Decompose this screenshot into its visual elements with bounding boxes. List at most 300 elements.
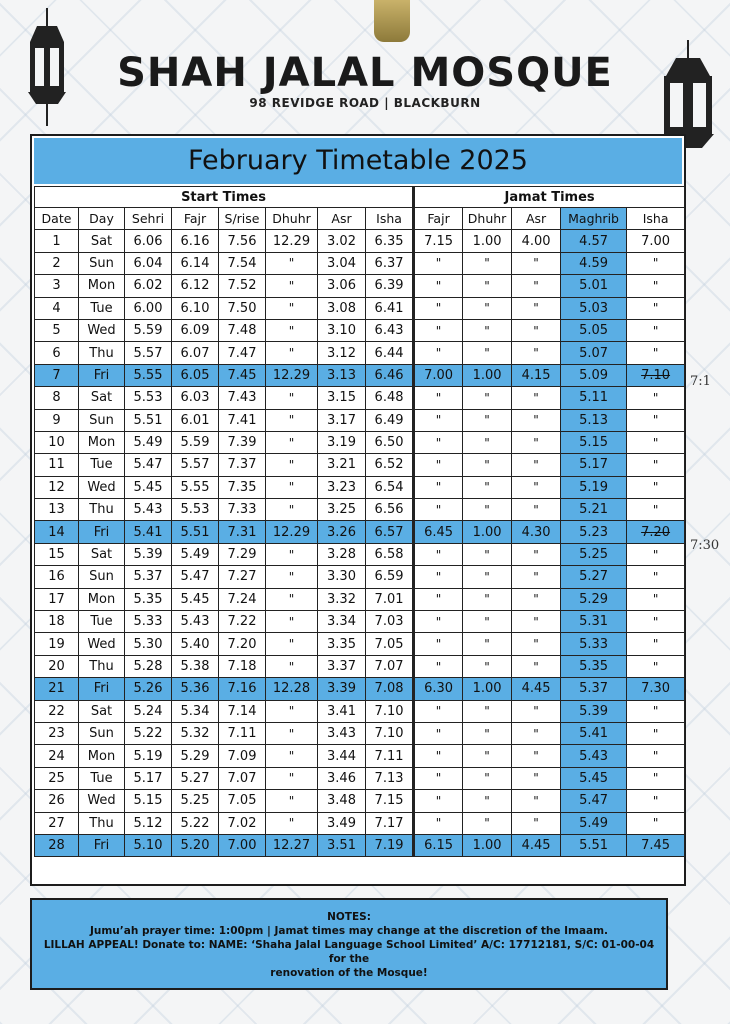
column-header: Asr xyxy=(512,208,561,230)
table-cell: Wed xyxy=(79,476,125,498)
table-cell: " xyxy=(627,543,685,565)
table-cell: 12.29 xyxy=(266,521,318,543)
table-cell: 6.09 xyxy=(172,319,219,341)
table-cell: 28 xyxy=(35,834,79,856)
table-cell: Thu xyxy=(79,499,125,521)
table-cell: 5.39 xyxy=(125,543,172,565)
table-row xyxy=(35,790,685,812)
table-cell: " xyxy=(627,611,685,633)
table-row xyxy=(35,834,685,856)
table-cell: 4.57 xyxy=(561,230,627,252)
column-header: Maghrib xyxy=(561,208,627,230)
notes-line: Jumu’ah prayer time: 1:00pm | Jamat times may change at the discretion of the Imaam. xyxy=(89,925,609,937)
table-cell: " xyxy=(512,745,561,767)
table-cell: 5.27 xyxy=(172,767,219,789)
table-cell: 6.54 xyxy=(366,476,414,498)
table-cell: " xyxy=(463,790,512,812)
table-cell: " xyxy=(266,543,318,565)
table-cell: " xyxy=(512,342,561,364)
table-cell: 22 xyxy=(35,700,79,722)
table-cell: 7.07 xyxy=(219,767,266,789)
table-cell: 7.11 xyxy=(219,722,266,744)
table-cell: " xyxy=(627,319,685,341)
table-cell: 3.12 xyxy=(318,342,366,364)
start-times-header: Start Times xyxy=(35,187,414,208)
table-cell: 3.32 xyxy=(318,588,366,610)
table-cell: 6.12 xyxy=(172,275,219,297)
table-cell: Tue xyxy=(79,767,125,789)
table-cell: 5.29 xyxy=(561,588,627,610)
table-cell: " xyxy=(627,722,685,744)
table-row xyxy=(35,633,685,655)
table-cell: 5.45 xyxy=(172,588,219,610)
table-cell: 6.56 xyxy=(366,499,414,521)
table-cell: 7.10 xyxy=(627,364,685,386)
table-row xyxy=(35,678,685,700)
table-row xyxy=(35,499,685,521)
table-cell: 3.46 xyxy=(318,767,366,789)
table-cell: 5.34 xyxy=(172,700,219,722)
table-cell: " xyxy=(414,319,463,341)
table-cell: " xyxy=(414,431,463,453)
table-cell: " xyxy=(463,387,512,409)
table-cell: 3.23 xyxy=(318,476,366,498)
table-cell: 6.37 xyxy=(366,252,414,274)
table-cell: " xyxy=(266,387,318,409)
table-cell: 6.04 xyxy=(125,252,172,274)
table-cell: Wed xyxy=(79,319,125,341)
table-cell: 7.31 xyxy=(219,521,266,543)
table-cell: 7.08 xyxy=(366,678,414,700)
table-cell: " xyxy=(512,476,561,498)
table-cell: " xyxy=(266,633,318,655)
table-cell: 4.00 xyxy=(512,230,561,252)
table-cell: 5.35 xyxy=(125,588,172,610)
handwritten-note: 7:30 xyxy=(690,538,720,553)
table-cell: 5.22 xyxy=(172,812,219,834)
table-cell: 9 xyxy=(35,409,79,431)
table-cell: Sun xyxy=(79,409,125,431)
table-cell: " xyxy=(627,745,685,767)
table-cell: 5.32 xyxy=(172,722,219,744)
table-cell: " xyxy=(266,409,318,431)
table-cell: Mon xyxy=(79,275,125,297)
table-cell: 5.51 xyxy=(561,834,627,856)
table-cell: 6.15 xyxy=(414,834,463,856)
table-cell: 12.27 xyxy=(266,834,318,856)
table-cell: 7.35 xyxy=(219,476,266,498)
table-cell: " xyxy=(512,767,561,789)
table-cell: " xyxy=(266,319,318,341)
table-cell: 7.47 xyxy=(219,342,266,364)
table-row xyxy=(35,700,685,722)
table-cell: 7.05 xyxy=(366,633,414,655)
table-cell: 7.45 xyxy=(627,834,685,856)
table-cell: 5.10 xyxy=(125,834,172,856)
table-cell: 5.45 xyxy=(561,767,627,789)
table-cell: 5.25 xyxy=(172,790,219,812)
table-cell: 12.28 xyxy=(266,678,318,700)
table-cell: 3.34 xyxy=(318,611,366,633)
table-cell: 5.57 xyxy=(172,454,219,476)
table-cell: 1.00 xyxy=(463,364,512,386)
table-cell: " xyxy=(414,275,463,297)
table-cell: Fri xyxy=(79,364,125,386)
table-cell: Sun xyxy=(79,252,125,274)
table-cell: 3.08 xyxy=(318,297,366,319)
address: 98 REVIDGE ROAD | BLACKBURN xyxy=(249,96,481,110)
table-cell: Fri xyxy=(79,521,125,543)
table-cell: " xyxy=(512,387,561,409)
table-cell: 6.03 xyxy=(172,387,219,409)
table-cell: " xyxy=(463,252,512,274)
table-cell: Sat xyxy=(79,387,125,409)
table-cell: 5.33 xyxy=(561,633,627,655)
pin-clip xyxy=(374,0,410,42)
table-cell: 6.05 xyxy=(172,364,219,386)
table-cell: 6.43 xyxy=(366,319,414,341)
table-cell: 5.55 xyxy=(172,476,219,498)
table-cell: " xyxy=(463,588,512,610)
table-cell: 7.16 xyxy=(219,678,266,700)
table-cell: Sun xyxy=(79,566,125,588)
table-cell: 5.47 xyxy=(172,566,219,588)
table-cell: 16 xyxy=(35,566,79,588)
table-cell: Thu xyxy=(79,342,125,364)
table-cell: Mon xyxy=(79,745,125,767)
table-cell: 6.48 xyxy=(366,387,414,409)
table-cell: " xyxy=(627,790,685,812)
table-cell: " xyxy=(463,722,512,744)
table-cell: 7.50 xyxy=(219,297,266,319)
table-row xyxy=(35,543,685,565)
table-cell: " xyxy=(266,745,318,767)
table-cell: " xyxy=(266,655,318,677)
table-cell: 20 xyxy=(35,655,79,677)
table-cell: " xyxy=(414,655,463,677)
table-cell: " xyxy=(414,812,463,834)
timetable xyxy=(34,186,685,857)
table-cell: 7.00 xyxy=(627,230,685,252)
table-cell: 7.14 xyxy=(219,700,266,722)
table-cell: 7.18 xyxy=(219,655,266,677)
table-cell: 5.37 xyxy=(561,678,627,700)
column-header: Day xyxy=(79,208,125,230)
table-cell: 7.43 xyxy=(219,387,266,409)
table-cell: 3.26 xyxy=(318,521,366,543)
table-cell: 25 xyxy=(35,767,79,789)
table-cell: 6.45 xyxy=(414,521,463,543)
table-cell: 6.49 xyxy=(366,409,414,431)
table-cell: " xyxy=(512,722,561,744)
table-cell: Tue xyxy=(79,454,125,476)
table-cell: " xyxy=(414,566,463,588)
table-cell: 7.37 xyxy=(219,454,266,476)
table-cell: " xyxy=(627,409,685,431)
table-cell: " xyxy=(266,588,318,610)
table-cell: 3.19 xyxy=(318,431,366,453)
table-cell: " xyxy=(266,342,318,364)
table-cell: 1 xyxy=(35,230,79,252)
table-cell: 6 xyxy=(35,342,79,364)
table-cell: 27 xyxy=(35,812,79,834)
table-row xyxy=(35,812,685,834)
table-cell: 3.02 xyxy=(318,230,366,252)
table-cell: 8 xyxy=(35,387,79,409)
table-cell: 5.33 xyxy=(125,611,172,633)
table-cell: " xyxy=(463,409,512,431)
table-cell: " xyxy=(463,476,512,498)
table-cell: Mon xyxy=(79,588,125,610)
table-row xyxy=(35,342,685,364)
table-cell: 10 xyxy=(35,431,79,453)
table-cell: 3.30 xyxy=(318,566,366,588)
table-cell: " xyxy=(627,252,685,274)
table-cell: " xyxy=(414,297,463,319)
table-cell: 6.44 xyxy=(366,342,414,364)
table-cell: " xyxy=(512,319,561,341)
table-cell: 7.02 xyxy=(219,812,266,834)
table-cell: " xyxy=(414,745,463,767)
table-cell: 7.45 xyxy=(219,364,266,386)
table-cell: 6.07 xyxy=(172,342,219,364)
table-cell: " xyxy=(266,812,318,834)
table-cell: 7.27 xyxy=(219,566,266,588)
table-cell: 6.30 xyxy=(414,678,463,700)
table-cell: 5.49 xyxy=(172,543,219,565)
table-cell: 5.35 xyxy=(561,655,627,677)
table-cell: " xyxy=(627,633,685,655)
table-cell: 5.28 xyxy=(125,655,172,677)
table-cell: 5 xyxy=(35,319,79,341)
table-cell: 5.59 xyxy=(125,319,172,341)
table-cell: " xyxy=(512,297,561,319)
table-cell: " xyxy=(266,431,318,453)
table-cell: 5.23 xyxy=(561,521,627,543)
table-cell: 6.02 xyxy=(125,275,172,297)
table-cell: " xyxy=(266,275,318,297)
table-cell: 6.57 xyxy=(366,521,414,543)
table-cell: Thu xyxy=(79,655,125,677)
table-cell: 21 xyxy=(35,678,79,700)
table-cell: 5.43 xyxy=(172,611,219,633)
table-row xyxy=(35,431,685,453)
table-cell: 5.03 xyxy=(561,297,627,319)
table-cell: 1.00 xyxy=(463,230,512,252)
table-cell: 7.10 xyxy=(366,722,414,744)
table-cell: 5.27 xyxy=(561,566,627,588)
table-cell: 7.03 xyxy=(366,611,414,633)
table-cell: 5.39 xyxy=(561,700,627,722)
table-cell: 6.16 xyxy=(172,230,219,252)
table-cell: 7.54 xyxy=(219,252,266,274)
table-row xyxy=(35,387,685,409)
timetable-frame xyxy=(30,134,686,886)
table-cell: 6.00 xyxy=(125,297,172,319)
table-cell: " xyxy=(414,499,463,521)
table-cell: 5.53 xyxy=(125,387,172,409)
table-cell: " xyxy=(463,342,512,364)
table-cell: 7.30 xyxy=(627,678,685,700)
table-cell: " xyxy=(627,499,685,521)
table-cell: " xyxy=(266,722,318,744)
table-cell: 7.56 xyxy=(219,230,266,252)
handwritten-note: 7:1 xyxy=(690,374,711,389)
table-cell: 7.19 xyxy=(366,834,414,856)
table-cell: " xyxy=(512,655,561,677)
table-cell: 4.45 xyxy=(512,678,561,700)
table-row xyxy=(35,319,685,341)
table-cell: " xyxy=(627,700,685,722)
table-cell: 6.58 xyxy=(366,543,414,565)
table-cell: 3.17 xyxy=(318,409,366,431)
table-row xyxy=(35,230,685,252)
column-header: S/rise xyxy=(219,208,266,230)
table-cell: 5.17 xyxy=(125,767,172,789)
table-cell: 5.57 xyxy=(125,342,172,364)
table-cell: 3.39 xyxy=(318,678,366,700)
table-row xyxy=(35,297,685,319)
table-row xyxy=(35,745,685,767)
table-cell: 5.51 xyxy=(172,521,219,543)
table-cell: 5.19 xyxy=(125,745,172,767)
table-cell: 7.00 xyxy=(414,364,463,386)
table-cell: " xyxy=(414,700,463,722)
table-cell: 5.37 xyxy=(125,566,172,588)
table-cell: " xyxy=(266,611,318,633)
table-cell: 5.26 xyxy=(125,678,172,700)
table-cell: " xyxy=(627,275,685,297)
table-cell: 26 xyxy=(35,790,79,812)
table-cell: 5.41 xyxy=(561,722,627,744)
table-cell: 12.29 xyxy=(266,364,318,386)
table-cell: " xyxy=(414,767,463,789)
table-cell: 3.37 xyxy=(318,655,366,677)
table-cell: " xyxy=(627,476,685,498)
jamat-times-header: Jamat Times xyxy=(414,187,685,208)
table-cell: " xyxy=(512,812,561,834)
table-cell: " xyxy=(463,745,512,767)
table-cell: " xyxy=(266,454,318,476)
table-cell: " xyxy=(414,722,463,744)
table-cell: 7 xyxy=(35,364,79,386)
table-row xyxy=(35,588,685,610)
table-cell: 5.41 xyxy=(125,521,172,543)
table-cell: 3.48 xyxy=(318,790,366,812)
table-cell: 5.11 xyxy=(561,387,627,409)
table-row xyxy=(35,454,685,476)
table-cell: 5.51 xyxy=(125,409,172,431)
table-cell: 5.01 xyxy=(561,275,627,297)
table-cell: 5.43 xyxy=(125,499,172,521)
table-cell: 7.00 xyxy=(219,834,266,856)
table-cell: " xyxy=(627,812,685,834)
table-cell: Fri xyxy=(79,834,125,856)
table-cell: 18 xyxy=(35,611,79,633)
table-cell: " xyxy=(463,499,512,521)
table-cell: 6.14 xyxy=(172,252,219,274)
table-cell: 7.15 xyxy=(366,790,414,812)
table-cell: 5.25 xyxy=(561,543,627,565)
table-cell: 7.10 xyxy=(366,700,414,722)
table-cell: " xyxy=(414,633,463,655)
table-cell: 3.41 xyxy=(318,700,366,722)
table-cell: 14 xyxy=(35,521,79,543)
table-cell: 5.20 xyxy=(172,834,219,856)
table-cell: 1.00 xyxy=(463,521,512,543)
table-cell: " xyxy=(463,275,512,297)
table-cell: Fri xyxy=(79,678,125,700)
table-cell: 3.15 xyxy=(318,387,366,409)
table-cell: 5.47 xyxy=(125,454,172,476)
table-cell: " xyxy=(463,454,512,476)
table-cell: 6.46 xyxy=(366,364,414,386)
table-cell: 5.59 xyxy=(172,431,219,453)
table-cell: 7.01 xyxy=(366,588,414,610)
table-cell: " xyxy=(463,700,512,722)
table-cell: 2 xyxy=(35,252,79,274)
table-cell: 3.21 xyxy=(318,454,366,476)
column-header: Date xyxy=(35,208,79,230)
table-cell: 6.06 xyxy=(125,230,172,252)
table-cell: 5.38 xyxy=(172,655,219,677)
table-cell: 4 xyxy=(35,297,79,319)
table-cell: 3.25 xyxy=(318,499,366,521)
timetable-title: February Timetable 2025 xyxy=(34,138,682,184)
table-cell: " xyxy=(266,499,318,521)
table-cell: " xyxy=(414,543,463,565)
table-cell: Thu xyxy=(79,812,125,834)
table-cell: 5.13 xyxy=(561,409,627,431)
table-cell: 6.59 xyxy=(366,566,414,588)
table-cell: 11 xyxy=(35,454,79,476)
table-cell: 17 xyxy=(35,588,79,610)
table-cell: Tue xyxy=(79,611,125,633)
table-cell: 1.00 xyxy=(463,678,512,700)
table-cell: 5.40 xyxy=(172,633,219,655)
table-cell: " xyxy=(512,499,561,521)
column-header: Fajr xyxy=(172,208,219,230)
table-cell: 5.49 xyxy=(561,812,627,834)
table-cell: 5.15 xyxy=(561,431,627,453)
table-cell: " xyxy=(414,611,463,633)
table-cell: 6.39 xyxy=(366,275,414,297)
table-cell: 7.07 xyxy=(366,655,414,677)
table-cell: 23 xyxy=(35,722,79,744)
table-cell: " xyxy=(512,252,561,274)
table-cell: 13 xyxy=(35,499,79,521)
table-cell: " xyxy=(627,655,685,677)
table-cell: 3 xyxy=(35,275,79,297)
table-cell: 3.10 xyxy=(318,319,366,341)
table-cell: 15 xyxy=(35,543,79,565)
table-cell: " xyxy=(627,566,685,588)
table-cell: " xyxy=(512,633,561,655)
table-cell: " xyxy=(414,588,463,610)
table-cell: 4.30 xyxy=(512,521,561,543)
notes-line: renovation of the Mosque! xyxy=(270,967,428,979)
table-cell: " xyxy=(463,633,512,655)
column-header: Sehri xyxy=(125,208,172,230)
column-header: Fajr xyxy=(414,208,463,230)
table-cell: Sat xyxy=(79,700,125,722)
table-cell: " xyxy=(266,297,318,319)
table-cell: 12 xyxy=(35,476,79,498)
table-cell: " xyxy=(627,342,685,364)
table-cell: 7.39 xyxy=(219,431,266,453)
table-cell: 7.52 xyxy=(219,275,266,297)
table-cell: 3.04 xyxy=(318,252,366,274)
